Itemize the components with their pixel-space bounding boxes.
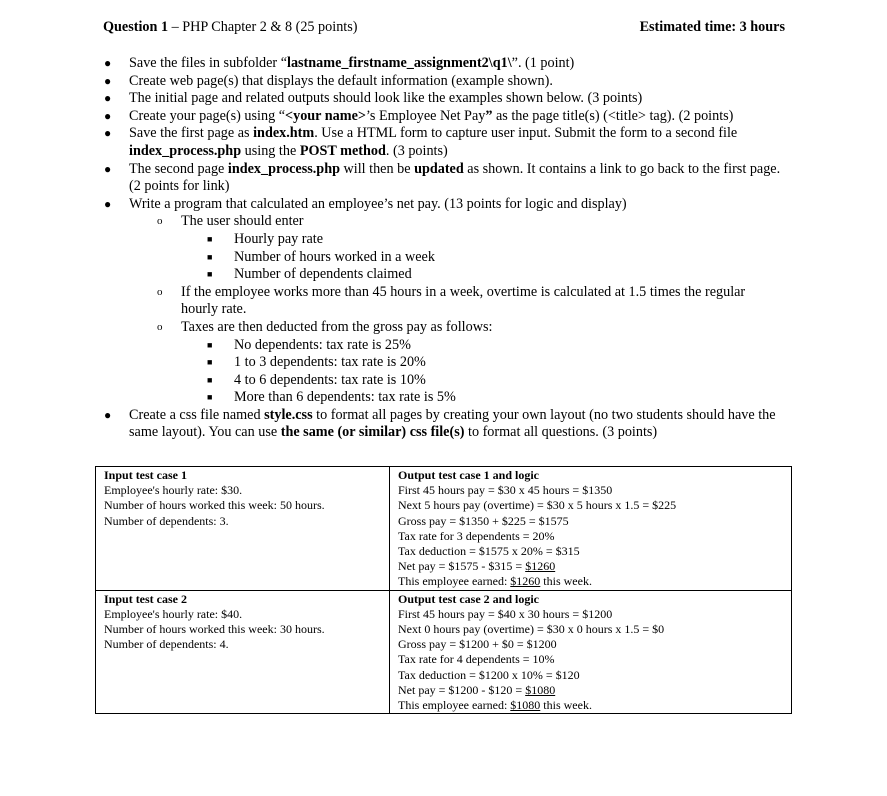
output-case-2-title: Output test case 2 and logic	[398, 591, 539, 606]
sub-sub-list-item: ■ 4 to 6 dependents: tax rate is 10%	[207, 371, 426, 388]
bullet-icon: ●	[104, 407, 112, 422]
input-line: Employee's hourly rate: $30.	[104, 483, 243, 498]
sub-sub-list-item: ■ Number of hours worked in a week	[207, 248, 435, 265]
output-line: Gross pay = $1350 + $225 = $1575	[398, 513, 569, 528]
circle-bullet-icon: o	[157, 215, 163, 228]
output-line: First 45 hours pay = $40 x 30 hours = $1200	[398, 606, 613, 621]
input-case-2-title: Input test case 2	[104, 591, 187, 606]
output-case-2-cell	[390, 590, 792, 714]
output-line: Next 5 hours pay (overtime) = $30 x 5 hours x 1.5 = $225	[398, 498, 677, 513]
bullet-icon: ●	[104, 196, 112, 211]
square-bullet-icon: ■	[207, 251, 213, 262]
bullet-icon: ●	[104, 108, 112, 123]
list-item: ● The initial page and related outputs should look like the examples shown below. (3 points)	[104, 90, 643, 107]
output-case-1-cell	[390, 467, 792, 591]
bullet-icon: ●	[104, 73, 112, 88]
output-line: Tax deduction = $1575 x 20% = $315	[398, 544, 580, 559]
sub-list-item: o If the employee works more than 45 hours in a week, overtime is calculated at 1.5 times the regular hourly rate.	[157, 283, 746, 318]
output-line: Tax deduction = $1200 x 10% = $120	[398, 667, 580, 682]
list-item: ● Save the files in subfolder “lastname_firstname_assignment2\q1\”. (1 point)	[104, 55, 575, 71]
instruction-list	[0, 55, 887, 442]
square-bullet-icon: ■	[207, 339, 213, 350]
net-pay-value: $1080	[525, 682, 556, 697]
sub-sub-list-item: ■ Number of dependents claimed	[207, 266, 412, 283]
input-case-1-cell	[96, 467, 390, 591]
input-case-2-cell	[96, 590, 390, 714]
bullet-icon: ●	[104, 126, 112, 141]
sub-sub-list-item: ■ 1 to 3 dependents: tax rate is 20%	[207, 354, 426, 371]
input-line: Number of hours worked this week: 30 hours.	[104, 622, 325, 637]
input-line: Number of dependents: 3.	[104, 513, 229, 528]
input-line: Employee's hourly rate: $40.	[104, 606, 243, 621]
earned-value: $1260	[510, 574, 541, 589]
sub-list-item: o Taxes are then deducted from the gross pay as follows:	[157, 318, 493, 335]
earned-line: This employee earned: $1260 this week.	[398, 574, 592, 589]
folder-path: lastname_firstname_assignment2\q1\	[287, 55, 512, 71]
list-item: ● Save the first page as index.htm. Use a HTML form to capture user input. Submit the form to a second file index_process.php using the POST method. (3 points)	[104, 125, 738, 159]
sub-sub-list-item: ■ Hourly pay rate	[207, 230, 324, 247]
output-line: First 45 hours pay = $30 x 45 hours = $1350	[398, 483, 613, 498]
net-pay-line: Net pay = $1200 - $120 = $1080	[398, 682, 556, 697]
list-item: ● Create a css file named style.css to format all pages by creating your own layout (no two students should have the same layout). You can use the same (or similar) css file(s) to format all questions. (3 points)	[104, 406, 776, 441]
bullet-icon: ●	[104, 56, 112, 70]
list-item: ● Create web page(s) that displays the default information (example shown).	[104, 72, 553, 89]
square-bullet-icon: ■	[207, 233, 213, 244]
list-item: ● The second page index_process.php will then be updated as shown. It contains a link to go back to the first page. (2 points for link)	[104, 160, 781, 195]
sub-list-item: o The user should enter	[157, 213, 304, 230]
circle-bullet-icon: o	[157, 320, 163, 333]
question-title	[103, 19, 357, 36]
question-label: Question 1	[103, 19, 169, 35]
output-case-1-title: Output test case 1 and logic	[398, 468, 539, 482]
output-line: Gross pay = $1200 + $0 = $1200	[398, 637, 557, 652]
output-line: Tax rate for 4 dependents = 10%	[398, 652, 555, 667]
input-case-1-title: Input test case 1	[104, 468, 187, 482]
output-line: Next 0 hours pay (overtime) = $30 x 0 hours x 1.5 = $0	[398, 622, 665, 637]
square-bullet-icon: ■	[207, 374, 213, 385]
list-item: ● Create your page(s) using “<your name>’s Employee Net Pay” as the page title(s) (<title> tag). (2 points)	[104, 107, 734, 124]
earned-line: This employee earned: $1080 this week.	[398, 698, 592, 713]
estimated-time: Estimated time: 3 hours	[639, 19, 785, 35]
square-bullet-icon: ■	[207, 269, 213, 280]
table-row	[96, 590, 792, 714]
circle-bullet-icon: o	[157, 285, 163, 298]
sub-sub-list-item: ■ More than 6 dependents: tax rate is 5%	[207, 389, 456, 406]
test-case-table	[95, 466, 792, 714]
question-header	[103, 19, 785, 39]
square-bullet-icon: ■	[207, 392, 213, 403]
bullet-icon: ●	[104, 91, 112, 106]
question-subtitle: – PHP Chapter 2 & 8 (25 points)	[168, 19, 358, 35]
input-line: Number of dependents: 4.	[104, 637, 229, 652]
net-pay-line: Net pay = $1575 - $315 = $1260	[398, 559, 556, 574]
output-line: Tax rate for 3 dependents = 20%	[398, 528, 555, 543]
net-pay-value: $1260	[525, 559, 556, 574]
list-item: ● Write a program that calculated an employee’s net pay. (13 points for logic and display)	[104, 195, 627, 212]
sub-sub-list-item: ■ No dependents: tax rate is 25%	[207, 336, 411, 353]
input-line: Number of hours worked this week: 50 hours.	[104, 498, 325, 513]
bullet-icon: ●	[104, 161, 112, 176]
earned-value: $1080	[510, 698, 541, 713]
square-bullet-icon: ■	[207, 357, 213, 368]
table-row	[96, 467, 792, 591]
